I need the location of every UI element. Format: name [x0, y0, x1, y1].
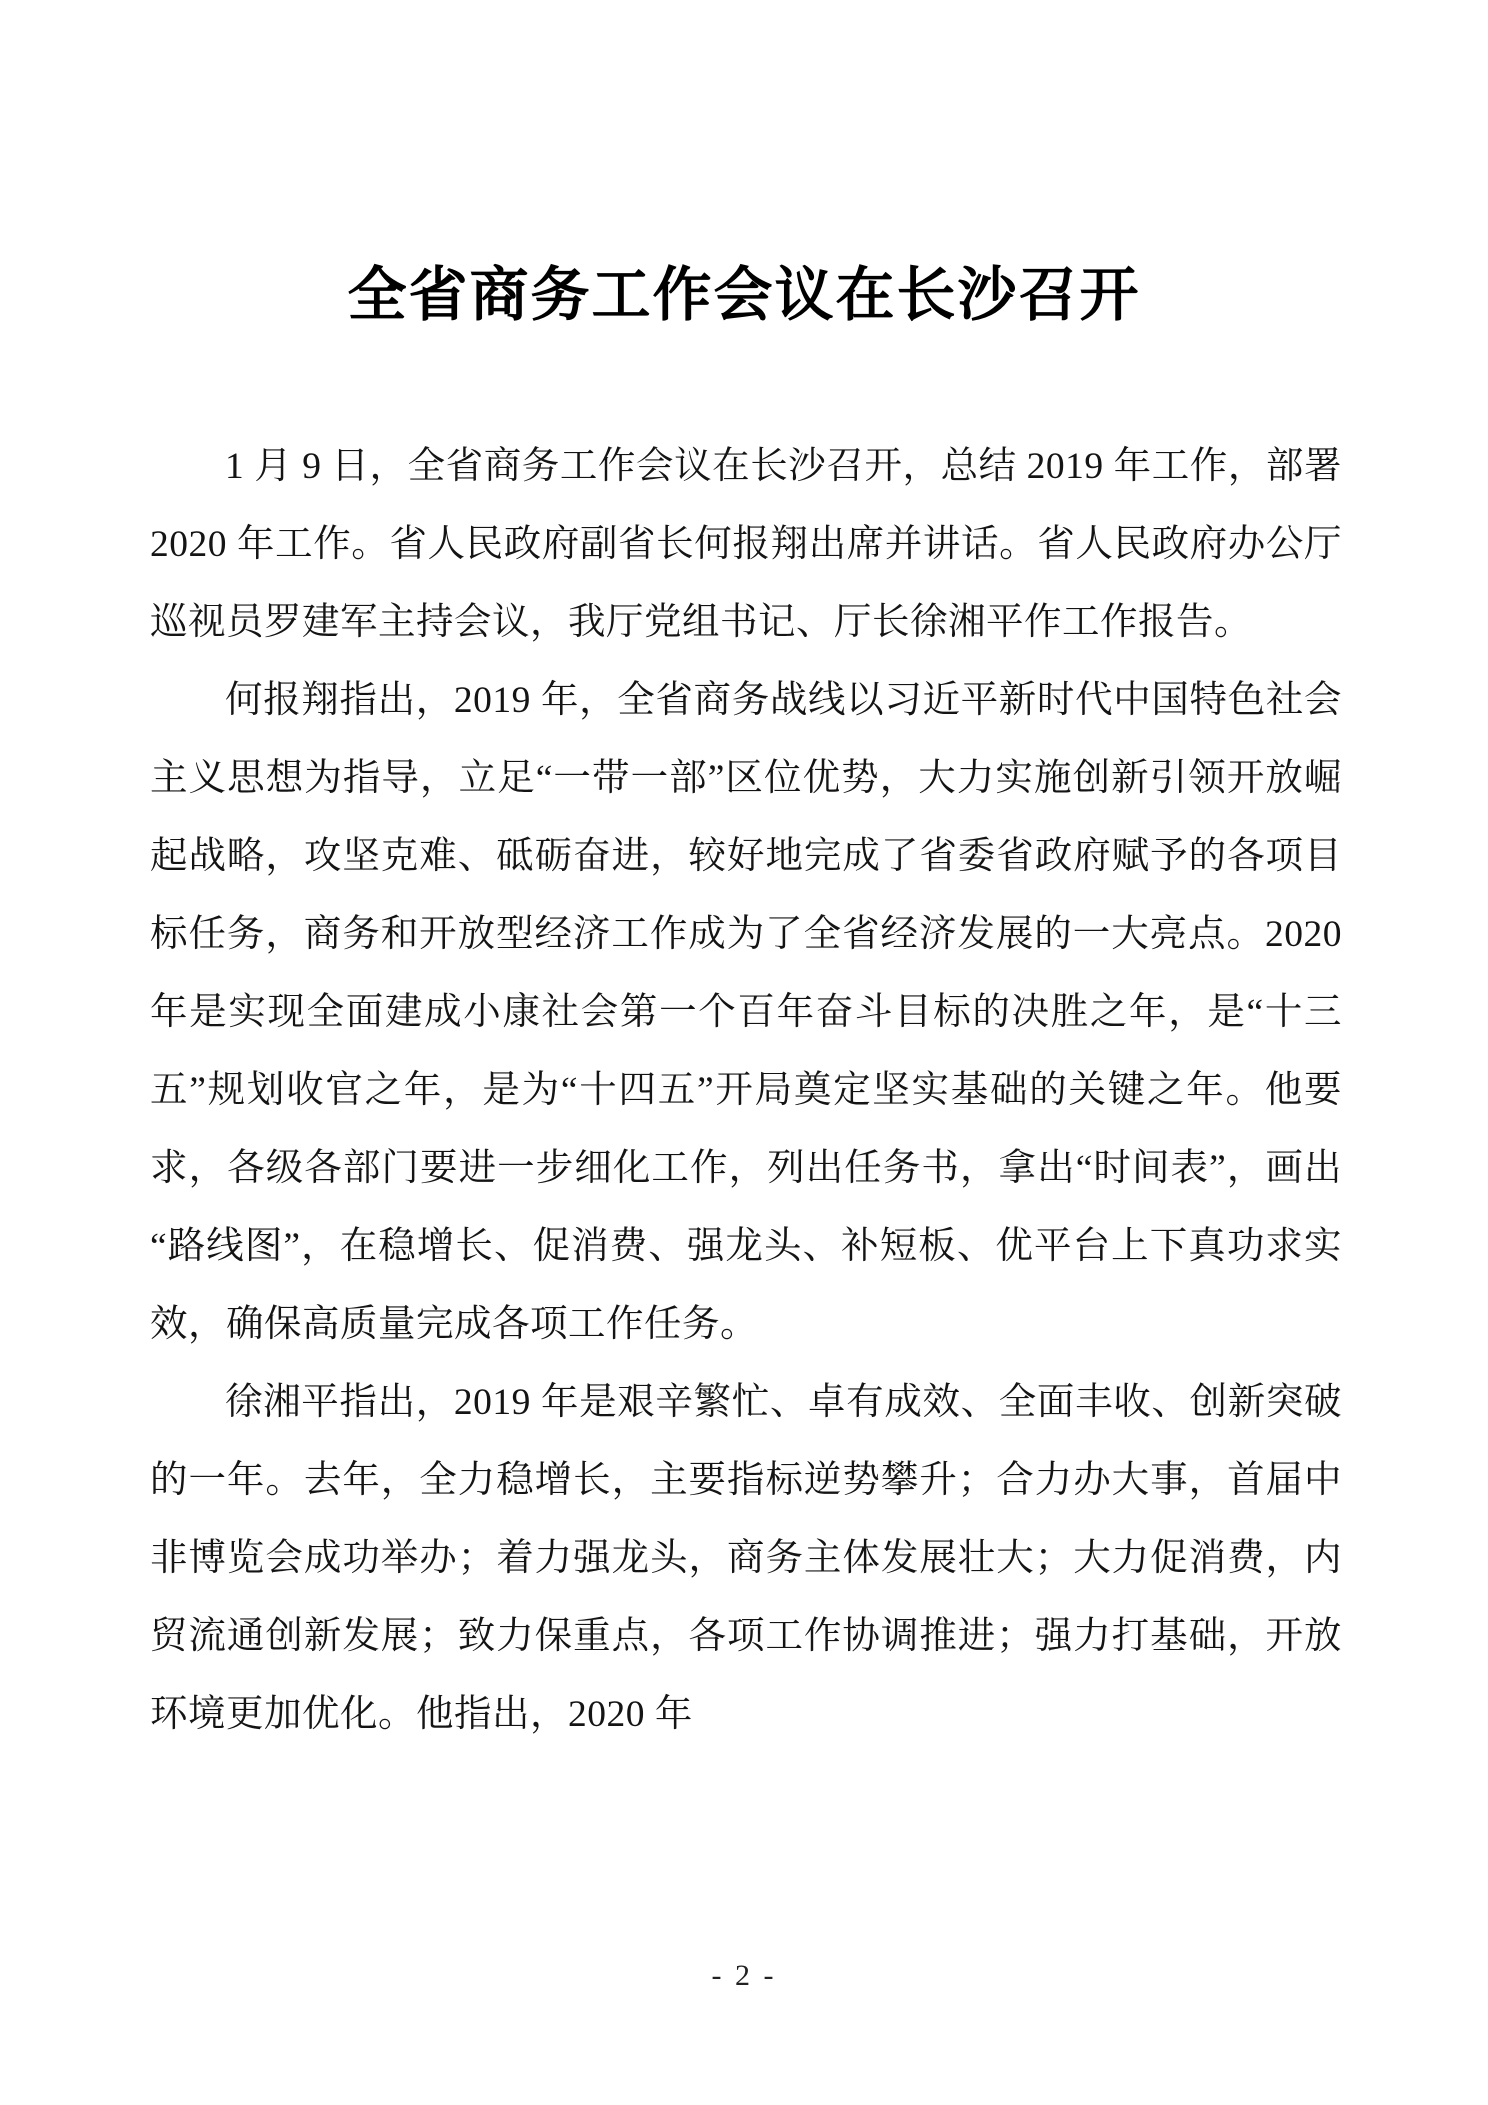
paragraph-1: 1 月 9 日，全省商务工作会议在长沙召开，总结 2019 年工作，部署 2020 年工作。省人民政府副省长何报翔出席并讲话。省人民政府办公厅巡视员罗建军主持会议，我厅党组书记、厅长徐湘平作工作报告。 — [150, 446, 1342, 643]
document-title: 全省商务工作会议在长沙召开 — [347, 262, 1141, 328]
document-body — [150, 428, 1342, 1754]
paragraph-2: 何报翔指出，2019 年，全省商务战线以习近平新时代中国特色社会主义思想为指导，立足“一带一部”区位优势，大力实施创新引领开放崛起战略，攻坚克难、砥砺奋进，较好地完成了省委省政府赋予的各项目标任务，商务和开放型经济工作成为了全省经济发展的一大亮点。2020 年是实现全面建成小康社会第一个百年奋斗目标的决胜之年，是“十三五”规划收官之年，是为“十四五”开局奠定坚实基础的关键之年。他要求，各级各部门要进一步细化工作，列出任务书，拿出“时间表”，画出“路线图”，在稳增长、促消费、强龙头、补短板、优平台上下真功求实效，确保高质量完成各项工作任务。 — [150, 680, 1342, 1345]
paragraph-3: 徐湘平指出，2019 年是艰辛繁忙、卓有成效、全面丰收、创新突破的一年。去年，全力稳增长，主要指标逆势攀升；合力办大事，首届中非博览会成功举办；着力强龙头，商务主体发展壮大；大力促消费，内贸流通创新发展；致力保重点，各项工作协调推进；强力打基础，开放环境更加优化。他指出，2020 年 — [150, 1382, 1342, 1735]
page-number: - 2 - — [711, 1959, 777, 1992]
